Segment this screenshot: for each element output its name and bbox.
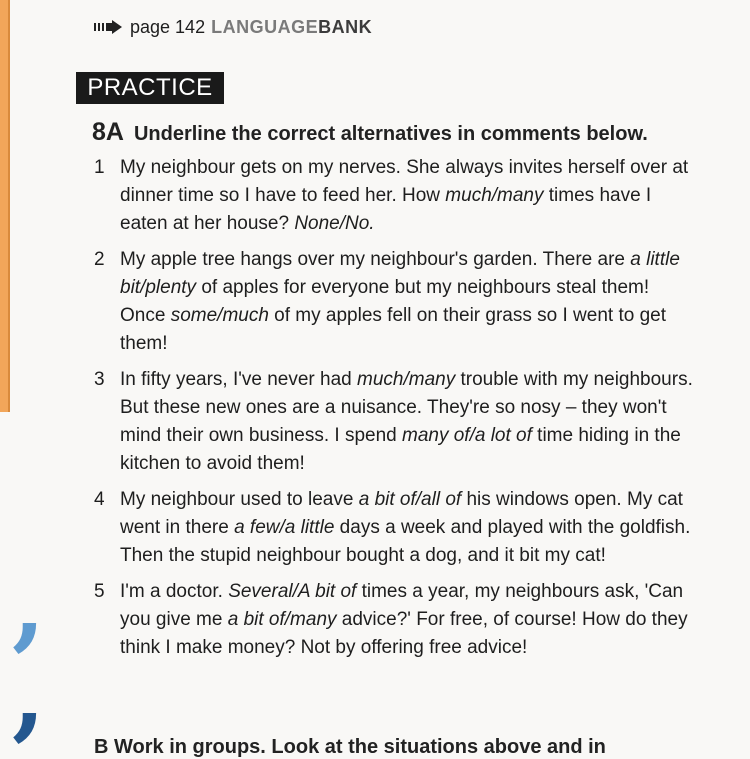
task-number: 8A [92,118,124,146]
alternatives-choice[interactable]: much/many [357,369,456,390]
text-segment: times a year, my neighbours ask, 'Can you give me [120,581,684,630]
exercise-item-number: 1 [94,157,105,178]
text-segment: times have I eaten at her house? [120,185,652,234]
alternatives-choice[interactable]: a bit of/all of [358,489,462,510]
alternatives-choice[interactable]: Several/A bit of [228,581,357,602]
text-segment: advice?' For free, of course! How do they think I make money? Not by offering free advice! [120,609,688,658]
exercise-item-text [120,489,690,566]
text-segment: My neighbour gets on my nerves. She always invites herself over at dinner time so I have to feed her. How [120,157,689,206]
alternatives-choice[interactable]: some/much [170,305,269,326]
text-segment: of my apples fell on their grass so I went to get them! [120,305,666,354]
exercise-item-number: 4 [94,489,105,510]
alternatives-choice[interactable]: a few/a little [234,517,335,538]
text-segment: My neighbour used to leave [120,489,359,510]
exercise-item-1 [94,154,694,238]
text-segment: trouble with my neighbours. But these new ones are a nuisance. They're so nosy – they won't mind their own business. I spend [120,369,693,446]
orange-margin-bar [0,0,10,412]
alternatives-choice[interactable]: many of/a lot of [402,425,532,446]
alternatives-choice[interactable]: None/No. [294,213,375,234]
quote-mark-light: , [12,548,46,661]
exercise-item-text [120,249,680,354]
exercise-list [94,154,694,670]
exercise-item-text [120,581,688,658]
exercise-item-text [120,157,688,234]
exercise-item-number: 2 [94,249,105,270]
language-bank-label [211,17,372,38]
exercise-item-4 [94,486,694,570]
bank-prefix: LANGUAGE [211,16,319,37]
text-segment: days a week and played with the goldfish. Then the stupid neighbour bought a dog, and it bit my cat! [120,517,691,566]
arrow-icon [94,20,124,34]
practice-heading: PRACTICE [76,72,224,104]
text-segment: time hiding in the kitchen to avoid them! [120,425,681,474]
text-segment: his windows open. My cat went in there [120,489,683,538]
task-instruction: Underline the correct alternatives in comments below. [133,123,648,145]
exercise-item-number: 3 [94,369,105,390]
alternatives-choice[interactable]: much/many [445,185,544,206]
bank-suffix: BANK [318,16,373,37]
text-segment: I'm a doctor. [120,581,229,602]
quote-mark-dark: , [12,638,46,751]
task-heading [92,118,648,147]
exercise-item-3 [94,366,694,478]
exercise-item-text [120,369,693,474]
alternatives-choice[interactable]: a bit of/many [227,609,337,630]
page-reference [94,14,372,40]
text-segment: In fifty years, I've never had [120,369,358,390]
page-ref-text: page 142 [130,16,206,37]
exercise-item-2 [94,246,694,358]
exercise-item-5 [94,578,694,662]
next-task-text: B Work in groups. Look at the situations above and in [94,736,606,758]
text-segment: of apples for everyone but my neighbours steal them! Once [120,277,650,326]
text-segment: My apple tree hangs over my neighbour's garden. There are [120,249,631,270]
alternatives-choice[interactable]: a little bit/plenty [120,249,680,298]
exercise-item-number: 5 [94,581,105,602]
